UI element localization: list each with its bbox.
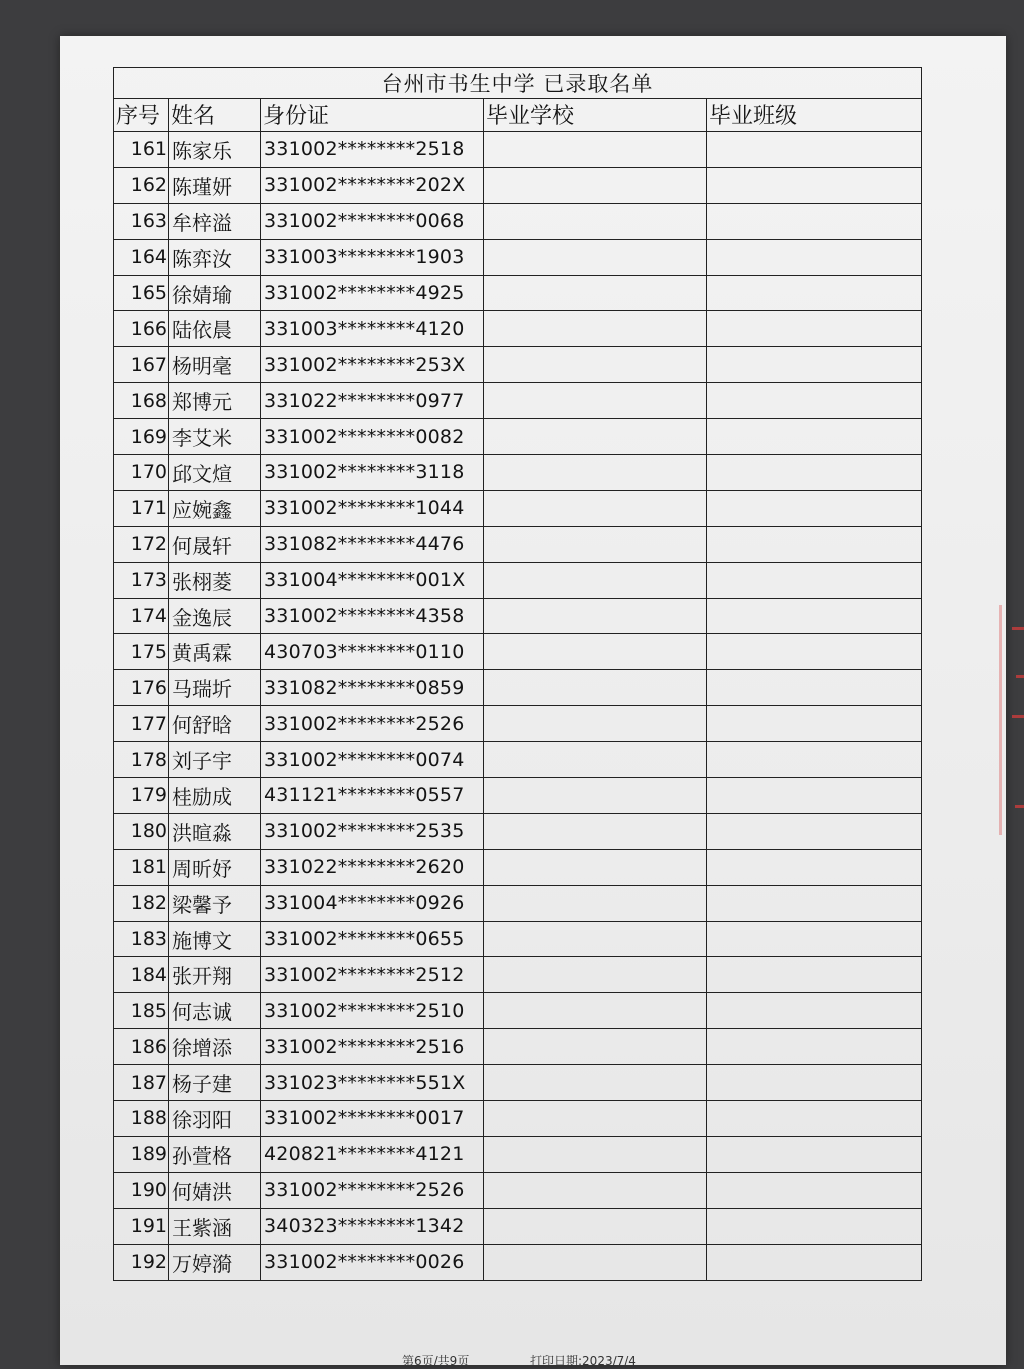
cell-school [484,1172,707,1208]
table-row [114,921,922,957]
table-row [114,275,922,311]
cell-school [484,203,707,239]
cell-id: 331002********0655 [261,921,484,957]
cell-class [707,778,922,814]
cell-class [707,1208,922,1244]
admission-table [113,67,922,1281]
cell-name: 徐婧瑜 [169,275,261,311]
cell-name: 徐羽阳 [169,1101,261,1137]
cell-seq: 169 [114,419,169,455]
cell-name: 杨明毫 [169,347,261,383]
title-row [114,68,922,99]
cell-school [484,993,707,1029]
cell-id: 331002********3118 [261,455,484,491]
red-stamp-edge [999,605,1024,835]
cell-seq: 170 [114,455,169,491]
table-row [114,1136,922,1172]
cell-school [484,1101,707,1137]
cell-class [707,419,922,455]
cell-class [707,885,922,921]
cell-school [484,670,707,706]
page-number: 第6页/共9页 [402,1354,470,1368]
header-id: 身份证 [261,99,484,132]
cell-name: 牟梓溢 [169,203,261,239]
table-row [114,849,922,885]
table-row [114,1101,922,1137]
cell-id: 331002********4358 [261,598,484,634]
cell-name: 张开翔 [169,957,261,993]
cell-class [707,957,922,993]
cell-seq: 173 [114,562,169,598]
cell-name: 何舒晗 [169,706,261,742]
cell-school [484,813,707,849]
cell-seq: 168 [114,383,169,419]
table-row [114,239,922,275]
cell-school [484,239,707,275]
table-row [114,957,922,993]
cell-id: 430703********0110 [261,634,484,670]
cell-seq: 186 [114,1029,169,1065]
cell-id: 331002********2518 [261,132,484,168]
cell-seq: 171 [114,490,169,526]
table-row [114,1029,922,1065]
print-date: 打印日期:2023/7/4 [530,1354,636,1368]
cell-id: 331002********202X [261,167,484,203]
cell-class [707,921,922,957]
cell-id: 331002********4925 [261,275,484,311]
cell-school [484,1136,707,1172]
cell-school [484,275,707,311]
cell-seq: 165 [114,275,169,311]
cell-id: 331002********0082 [261,419,484,455]
cell-id: 331004********0926 [261,885,484,921]
cell-class [707,849,922,885]
table-row [114,419,922,455]
cell-seq: 184 [114,957,169,993]
table-row [114,598,922,634]
cell-id: 331002********2512 [261,957,484,993]
cell-class [707,132,922,168]
cell-seq: 166 [114,311,169,347]
cell-name: 陆依晨 [169,311,261,347]
cell-id: 331082********4476 [261,526,484,562]
cell-seq: 174 [114,598,169,634]
cell-school [484,562,707,598]
cell-class [707,993,922,1029]
table-row [114,132,922,168]
cell-name: 周昕妤 [169,849,261,885]
cell-class [707,347,922,383]
cell-seq: 161 [114,132,169,168]
cell-school [484,347,707,383]
cell-seq: 178 [114,742,169,778]
cell-seq: 162 [114,167,169,203]
cell-school [484,1208,707,1244]
cell-class [707,455,922,491]
cell-school [484,598,707,634]
cell-class [707,1065,922,1101]
cell-name: 张栩菱 [169,562,261,598]
header-seq: 序号 [114,99,169,132]
cell-name: 陈瑾妍 [169,167,261,203]
cell-name: 郑博元 [169,383,261,419]
cell-name: 陈家乐 [169,132,261,168]
cell-id: 331002********0017 [261,1101,484,1137]
cell-name: 王紫涵 [169,1208,261,1244]
cell-name: 何婧洪 [169,1172,261,1208]
cell-school [484,706,707,742]
cell-class [707,203,922,239]
cell-name: 桂励成 [169,778,261,814]
document-title: 台州市书生中学 已录取名单 [114,68,922,99]
cell-school [484,742,707,778]
table-row [114,1065,922,1101]
cell-id: 331002********2516 [261,1029,484,1065]
cell-name: 万婷漪 [169,1244,261,1280]
table-row [114,706,922,742]
table-row [114,778,922,814]
cell-school [484,849,707,885]
cell-class [707,634,922,670]
table-row [114,993,922,1029]
cell-school [484,921,707,957]
cell-class [707,1101,922,1137]
cell-seq: 192 [114,1244,169,1280]
table-row [114,562,922,598]
header-school: 毕业学校 [484,99,707,132]
cell-seq: 167 [114,347,169,383]
table-row [114,1208,922,1244]
cell-class [707,813,922,849]
table-row [114,203,922,239]
cell-class [707,239,922,275]
cell-class [707,275,922,311]
cell-id: 331023********551X [261,1065,484,1101]
cell-seq: 181 [114,849,169,885]
cell-seq: 164 [114,239,169,275]
cell-name: 陈弈汝 [169,239,261,275]
cell-seq: 176 [114,670,169,706]
cell-class [707,1136,922,1172]
cell-class [707,526,922,562]
cell-id: 331022********0977 [261,383,484,419]
cell-name: 应婉鑫 [169,490,261,526]
cell-seq: 175 [114,634,169,670]
cell-class [707,706,922,742]
cell-name: 何志诚 [169,993,261,1029]
cell-school [484,383,707,419]
cell-class [707,311,922,347]
cell-seq: 179 [114,778,169,814]
table-row [114,670,922,706]
table-row [114,1244,922,1280]
cell-class [707,1029,922,1065]
cell-class [707,1172,922,1208]
table-row [114,167,922,203]
cell-id: 331002********2526 [261,706,484,742]
cell-class [707,383,922,419]
table-row [114,742,922,778]
cell-name: 金逸辰 [169,598,261,634]
table-row [114,634,922,670]
cell-name: 何晟轩 [169,526,261,562]
cell-school [484,634,707,670]
cell-seq: 177 [114,706,169,742]
cell-name: 洪暄淼 [169,813,261,849]
cell-school [484,526,707,562]
cell-name: 李艾米 [169,419,261,455]
cell-name: 杨子建 [169,1065,261,1101]
cell-id: 331004********001X [261,562,484,598]
cell-seq: 189 [114,1136,169,1172]
table-row [114,347,922,383]
cell-seq: 190 [114,1172,169,1208]
cell-seq: 188 [114,1101,169,1137]
table-row [114,885,922,921]
cell-class [707,167,922,203]
cell-name: 孙萱格 [169,1136,261,1172]
cell-id: 331003********4120 [261,311,484,347]
table-row [114,455,922,491]
cell-school [484,1029,707,1065]
table-row [114,1172,922,1208]
cell-id: 331002********2510 [261,993,484,1029]
cell-school [484,455,707,491]
cell-name: 马瑞圻 [169,670,261,706]
cell-id: 331002********0026 [261,1244,484,1280]
cell-class [707,742,922,778]
cell-name: 施博文 [169,921,261,957]
cell-name: 刘子宇 [169,742,261,778]
cell-seq: 180 [114,813,169,849]
cell-class [707,562,922,598]
cell-name: 黄禹霖 [169,634,261,670]
cell-id: 331082********0859 [261,670,484,706]
cell-name: 徐增添 [169,1029,261,1065]
header-name: 姓名 [169,99,261,132]
cell-class [707,670,922,706]
cell-name: 梁馨予 [169,885,261,921]
cell-seq: 187 [114,1065,169,1101]
cell-class [707,598,922,634]
cell-seq: 191 [114,1208,169,1244]
cell-seq: 182 [114,885,169,921]
cell-school [484,490,707,526]
table-row [114,813,922,849]
table-row [114,311,922,347]
cell-id: 331002********2535 [261,813,484,849]
cell-school [484,778,707,814]
cell-seq: 185 [114,993,169,1029]
cell-id: 331002********1044 [261,490,484,526]
cell-seq: 163 [114,203,169,239]
cell-school [484,885,707,921]
cell-school [484,419,707,455]
cell-name: 邱文煊 [169,455,261,491]
table-row [114,383,922,419]
cell-school [484,132,707,168]
cell-class [707,490,922,526]
cell-seq: 183 [114,921,169,957]
cell-school [484,167,707,203]
cell-id: 331002********0074 [261,742,484,778]
cell-school [484,957,707,993]
cell-id: 331002********2526 [261,1172,484,1208]
cell-seq: 172 [114,526,169,562]
cell-school [484,1065,707,1101]
cell-id: 331022********2620 [261,849,484,885]
cell-id: 331002********0068 [261,203,484,239]
table-row [114,526,922,562]
cell-id: 331002********253X [261,347,484,383]
cell-id: 331003********1903 [261,239,484,275]
cell-school [484,311,707,347]
cell-class [707,1244,922,1280]
header-row [114,99,922,132]
cell-id: 420821********4121 [261,1136,484,1172]
header-class: 毕业班级 [707,99,922,132]
cell-school [484,1244,707,1280]
cell-id: 431121********0557 [261,778,484,814]
cell-id: 340323********1342 [261,1208,484,1244]
table-row [114,490,922,526]
